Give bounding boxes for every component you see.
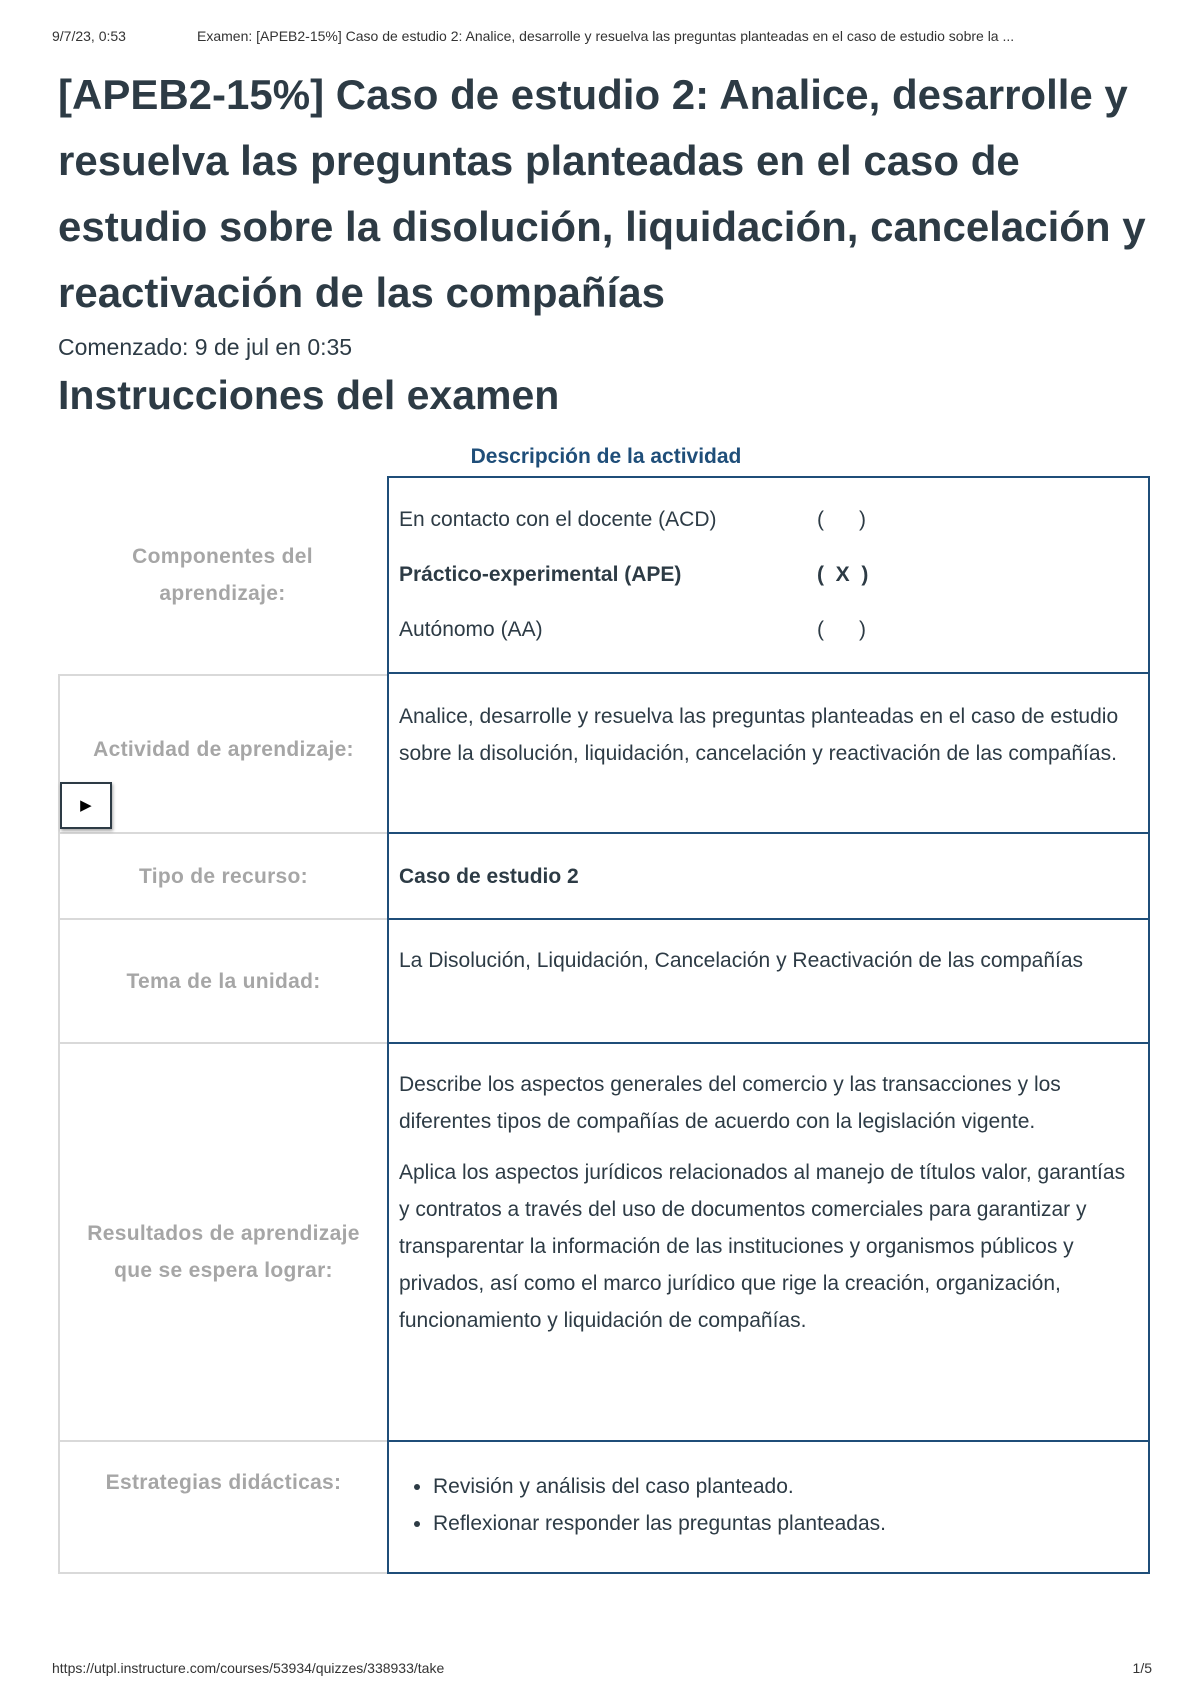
unit-topic-cell: [387, 920, 1150, 1044]
activity-description-table: [58, 476, 1150, 1574]
resource-type-value: Caso de estudio 2: [399, 864, 579, 888]
print-header: [52, 28, 1152, 44]
components-row: [58, 476, 1150, 674]
instructions-heading: Instrucciones del examen: [58, 372, 560, 418]
strategy-item-2: • Reflexionar responder las preguntas planteadas.: [433, 1505, 1138, 1542]
print-page-number: 1/5: [1132, 1660, 1152, 1676]
outcome-1: Describe los aspectos generales del comercio y las transacciones y los diferentes tipos de compañías de acuerdo con la legislación vigente.: [399, 1073, 1061, 1133]
outcomes-label: Resultados de aprendizaje que se espera lograr:: [58, 1044, 387, 1442]
component-acd-mark: ( ): [817, 508, 866, 531]
learning-activity-label: Actividad de aprendizaje: ▶: [58, 674, 387, 834]
print-footer: [52, 1660, 1152, 1676]
components-label: Componentes del aprendizaje:: [132, 545, 313, 605]
component-ape: Práctico-experimental (APE) ( X ): [399, 547, 1138, 602]
resource-type-row: [58, 834, 1150, 920]
outcomes-cell: [387, 1044, 1150, 1442]
strategies-label: Estrategias didácticas:: [58, 1442, 387, 1574]
activity-description-caption: Descripción de la actividad: [470, 445, 742, 468]
component-acd: En contacto con el docente (ACD) ( ): [399, 492, 1138, 547]
learning-activity-cell: [387, 674, 1150, 834]
unit-topic-label: Tema de la unidad:: [58, 920, 387, 1044]
print-url: https://utpl.instructure.com/courses/53934/quizzes/338933/take: [52, 1660, 445, 1676]
resource-type-cell: [387, 834, 1150, 920]
resource-type-label: Tipo de recurso:: [58, 834, 387, 920]
strategy-item-1: • Revisión y análisis del caso planteado.: [433, 1468, 1138, 1505]
started-timestamp: Comenzado: 9 de jul en 0:35: [58, 334, 353, 360]
print-date: 9/7/23, 0:53: [52, 28, 126, 44]
learning-activity-text: Analice, desarrolle y resuelva las preguntas planteadas en el caso de estudio sobre la disolución, liquidación, cancelación y reactivación de las compañías.: [399, 705, 1119, 765]
print-page-title: Examen: [APEB2-15%] Caso de estudio 2: Analice, desarrolle y resuelva las preguntas planteadas en el caso de estudio sobre la ...: [197, 28, 1015, 44]
outcomes-row: [58, 1044, 1150, 1442]
outcome-2: Aplica los aspectos jurídicos relacionados al manejo de títulos valor, garantías y contratos a través del uso de documentos comerciales para garantizar y transparentar la información de las instituciones y organismos públicos y privados, así como el marco jurídico que rige la creación, organización, funcionamiento y liquidación de compañías.: [399, 1161, 1126, 1332]
unit-topic-value: La Disolución, Liquidación, Cancelación y Reactivación de las compañías: [399, 949, 1084, 972]
unit-topic-row: [58, 920, 1150, 1044]
component-aa-mark: ( ): [817, 618, 866, 641]
play-icon[interactable]: ▶: [60, 782, 112, 829]
component-aa: Autónomo (AA) ( ): [399, 602, 1138, 657]
components-cell: [387, 476, 1150, 674]
component-ape-mark: ( X ): [817, 563, 869, 586]
learning-activity-row: [58, 674, 1150, 834]
strategies-row: [58, 1442, 1150, 1574]
strategies-list: [399, 1468, 1138, 1542]
strategies-cell: [387, 1442, 1150, 1574]
quiz-title: [APEB2-15%] Caso de estudio 2: Analice, desarrolle y resuelva las preguntas planteadas en el caso de estudio sobre la disolución, liquidación, cancelación y reactivación de las compañías: [58, 71, 1146, 316]
